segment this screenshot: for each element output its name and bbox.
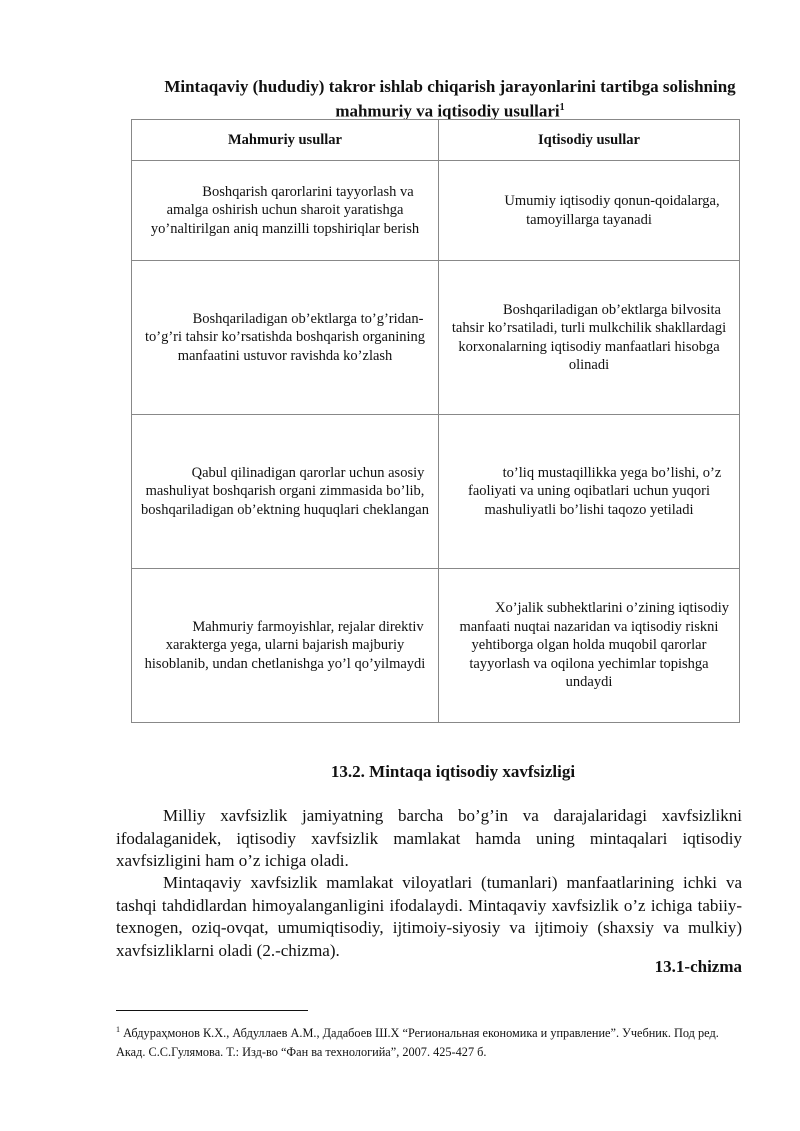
section-heading: 13.2. Mintaqa iqtisodiy xavfsizligi: [330, 762, 576, 781]
page-title: [150, 76, 750, 122]
methods-comparison-table: [131, 119, 740, 723]
footnote: [116, 1020, 746, 1062]
table-row: [132, 161, 740, 261]
admin-cell: [132, 415, 439, 569]
figure-reference: 13.1-chizma: [654, 957, 742, 976]
admin-cell: [132, 261, 439, 415]
footnote-text: Абдураҳмонов К.Х., Абдуллаев А.М., Дадабоев Ш.Х “Региональная економика и управление”. Учебник. Под ред. Акад. С.С.Гулямова. Т.: Изд-во “Фан ва технологийа”, 2007. 425-427 б.: [116, 1026, 719, 1060]
admin-cell: [132, 161, 439, 261]
footnote-mark: 1: [116, 1025, 120, 1034]
econ-cell: [439, 161, 740, 261]
footnote-divider: [116, 1010, 308, 1011]
page-title-text: Mintaqaviy (hududiy) takror ishlab chiqarish jarayonlarini tartibga solishning mahmuriy va iqtisodiy usullari: [164, 77, 736, 121]
table-header-row: [132, 120, 740, 161]
cell-text: Mahmuriy farmoyishlar, rejalar direktiv xarakterga yega, ularni bajarish majburiy hisoblanib, undan chetlanishga yo’l qo’yilmaydi: [144, 618, 426, 672]
footnote-reference: 1: [559, 102, 565, 113]
table-row: [132, 569, 740, 723]
cell-text: Boshqariladigan ob’ektlarga to’g’ridan-to’g’ri tahsir ko’rsatishda boshqarish organining manfaatini ustuvor ravishda ko’zlash: [144, 310, 426, 364]
body-paragraph: Mintaqaviy xavfsizlik mamlakat viloyatlari (tumanlari) manfaatlarining ichki va tashqi tahdidlardan himoyalanganligini ifodalaydi. Mintaqaviy xavfsizlik o’z ichiga tabiiy-texnogen, oziq-ovqat, umumiqtisodiy, ijtimoiy-siyosiy va ijtimoiy (shaxsiy va mulkiy) xavfsizliklarni oladi (2.-chizma).: [116, 873, 742, 960]
cell-text: Boshqarish qarorlarini tayyorlash va amalga oshirish uchun sharoit yaratishga yo’naltirilgan aniq manzilli topshiriqlar berish: [150, 183, 420, 237]
econ-cell: [439, 415, 740, 569]
cell-text: to’liq mustaqillikka yega bo’lishi, o’z faoliyati va uning oqibatlari uchun yuqori mashuliyatli bo’lishi taqozo yetiladi: [467, 464, 722, 518]
admin-cell: [132, 569, 439, 723]
cell-text: Xo’jalik subhektlarini o’zining iqtisodiy manfaati nuqtai nazaridan va iqtisodiy riskni yehtiborga olgan holda muqobil qarorlar tayyorlash va oqilona yechimlar topishga undaydi: [459, 600, 729, 691]
column-header-admin: Mahmuriy usullar: [132, 120, 439, 161]
econ-cell: [439, 261, 740, 415]
cell-text: Qabul qilinadigan qarorlar uchun asosiy mashuliyat boshqarish organi zimmasida bo’lib, boshqariladigan ob’ektning huquqlari cheklangan: [141, 464, 429, 518]
column-header-econ: Iqtisodiy usullar: [439, 120, 740, 161]
cell-text: Umumiy iqtisodiy qonun-qoidalarga, tamoyillarga tayanadi: [504, 193, 720, 228]
table-row: [132, 415, 740, 569]
cell-text: Boshqariladigan ob’ektlarga bilvosita tahsir ko’rsatiladi, turli mulkchilik shakllardagi korxonalarning iqtisodiy manfaatlari hisobga olinadi: [451, 301, 727, 373]
econ-cell: [439, 569, 740, 723]
table-row: [132, 261, 740, 415]
body-paragraph: Milliy xavfsizlik jamiyatning barcha bo’g’in va darajalaridagi xavfsizlikni ifodalaganidek, iqtisodiy xavfsizlik mamlakat hamda uning mintaqalari iqtisodiy xavfsizligini ham o’z ichiga oladi.: [116, 806, 742, 870]
